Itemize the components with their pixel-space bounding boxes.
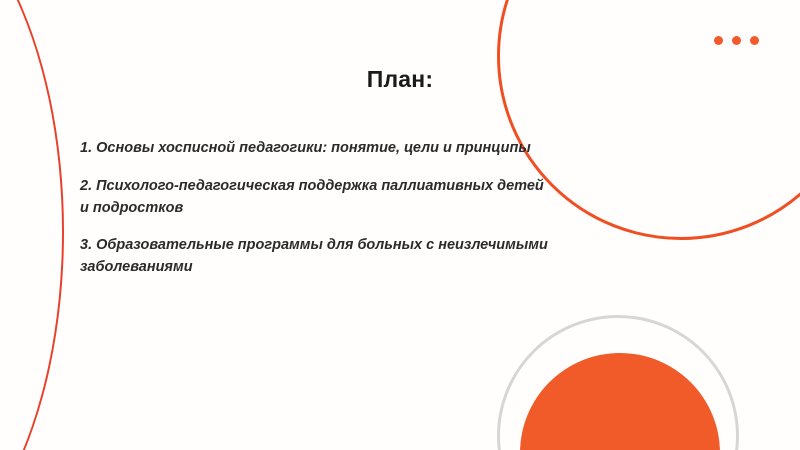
slide-title: План: (366, 66, 434, 92)
list-item: 2. Психолого-педагогическая поддержка паллиативных детей и подростков (80, 177, 544, 216)
three-dots-decoration (714, 36, 759, 45)
grey-arc-decoration (497, 315, 739, 450)
list-item: 3. Образовательные программы для больных с неизлечимыми заболеваниями (80, 237, 548, 275)
dot-icon (750, 36, 759, 45)
orange-filled-circle-decoration (520, 353, 720, 450)
list-item: 1. Основы хосписной педагогики: понятие, цели и принципы (80, 140, 531, 156)
dot-icon (714, 36, 723, 45)
dot-icon (732, 36, 741, 45)
plan-list (80, 138, 550, 279)
